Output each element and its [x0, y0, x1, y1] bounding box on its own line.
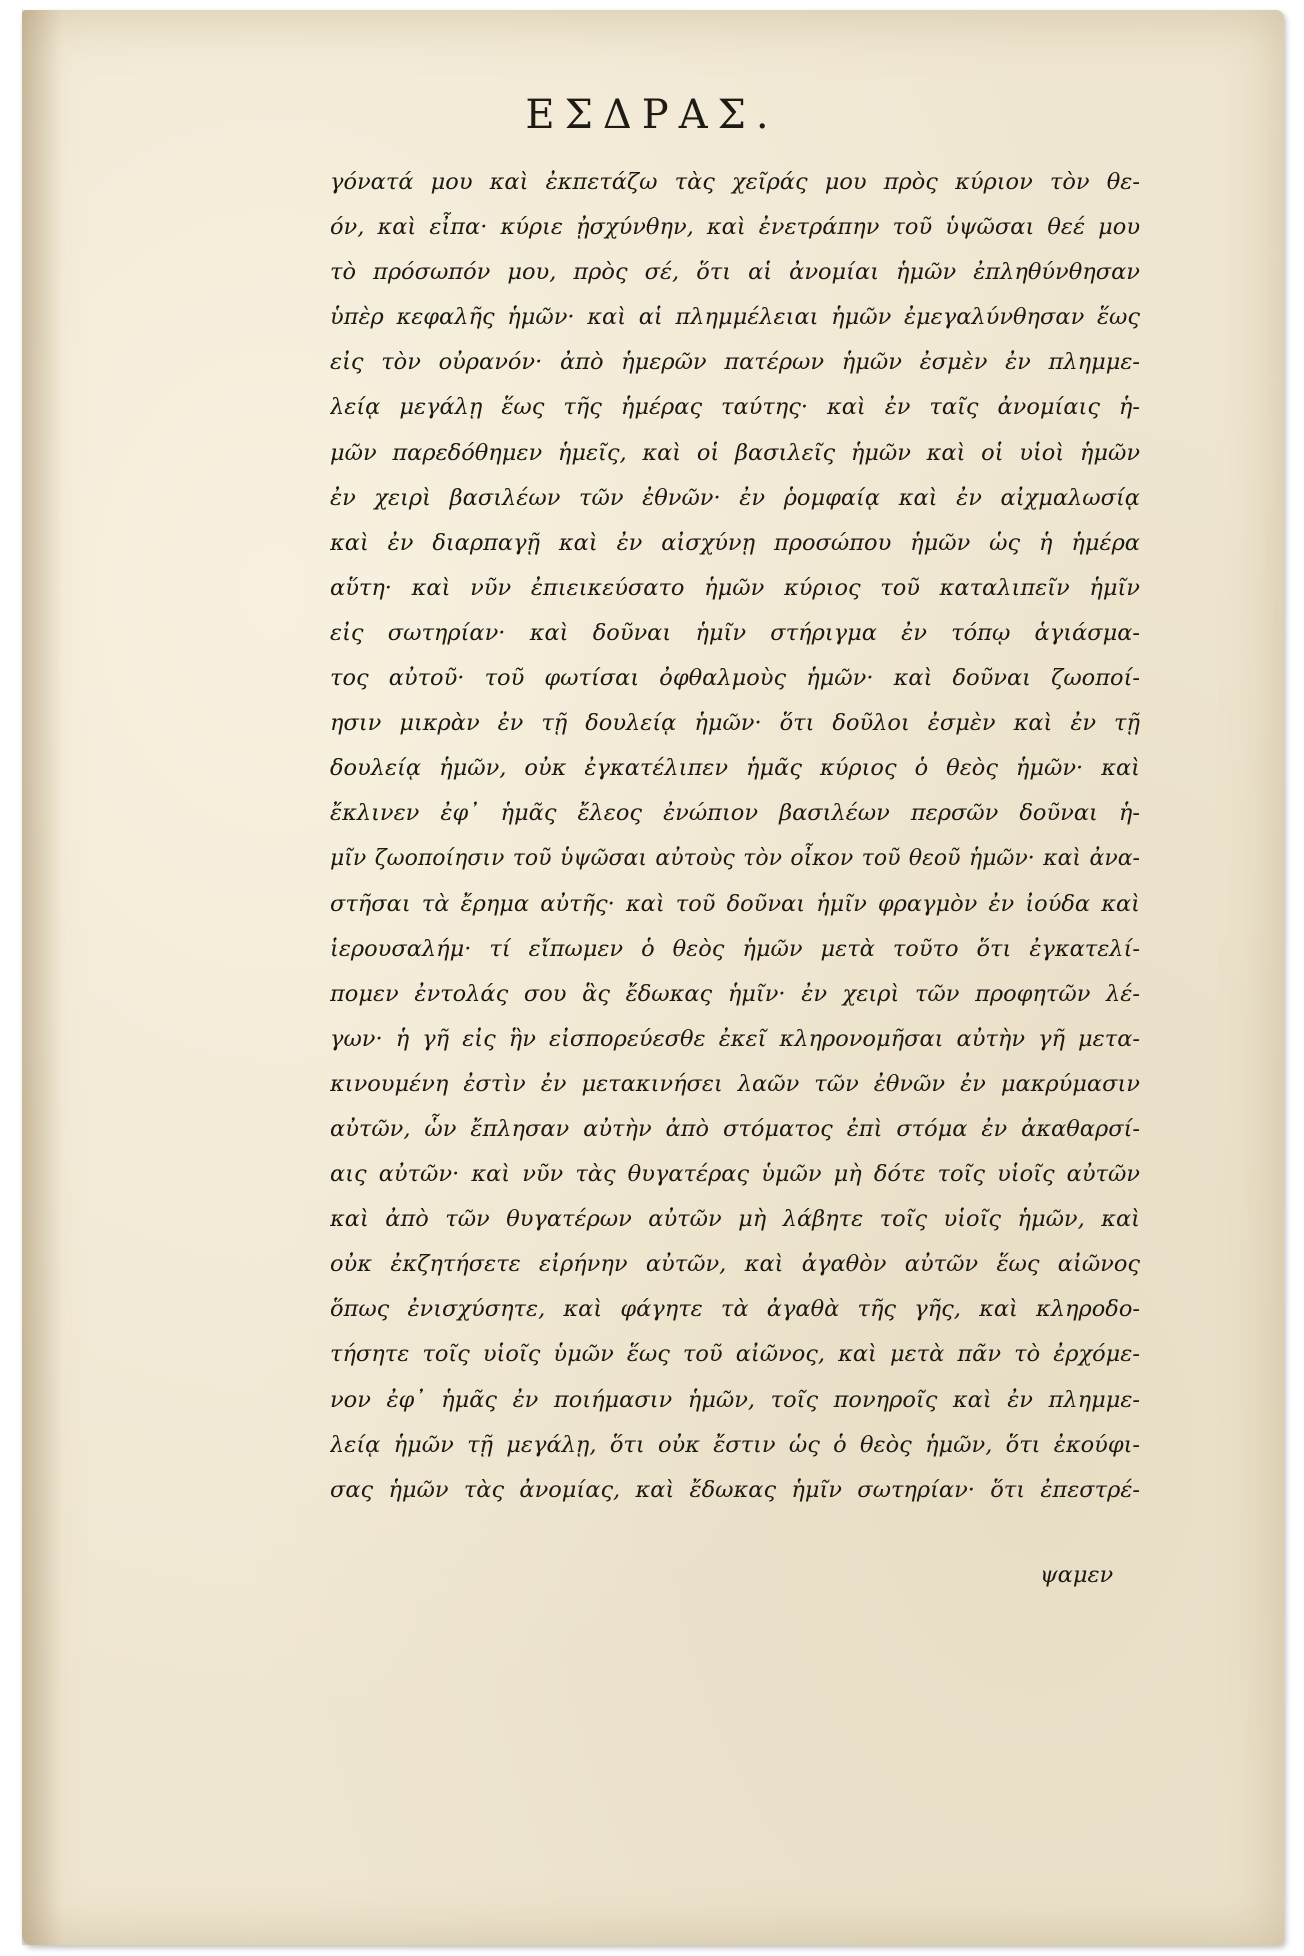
text-line: αὐτῶν, ὧν ἔπλησαν αὐτὴν ἀπὸ στόματος ἐπὶ στόμα ἐν ἀκαθαρσί- — [330, 1115, 1140, 1142]
text-line: εἰς τὸν οὐρανόν· ἀπὸ ἡμερῶν πατέρων ἡμῶν ἐσμὲν ἐν πλημμε- — [330, 349, 1140, 376]
text-line: εἰς σωτηρίαν· καὶ δοῦναι ἡμῖν στήριγμα ἐν τόπῳ ἁγιάσμα- — [330, 619, 1140, 646]
text-line: γων· ἡ γῆ εἰς ἣν εἰσπορεύεσθε ἐκεῖ κληρονομῆσαι αὐτὴν γῆ μετα- — [330, 1025, 1140, 1052]
text-line: νον ἐφ᾽ ἡμᾶς ἐν ποιήμασιν ἡμῶν, τοῖς πονηροῖς καὶ ἐν πλημμε- — [330, 1386, 1140, 1413]
text-line: γόνατά μου καὶ ἐκπετάζω τὰς χεῖράς μου πρὸς κύριον τὸν θε- — [330, 169, 1140, 195]
text-line: ὅπως ἐνισχύσητε, καὶ φάγητε τὰ ἀγαθὰ τῆς γῆς, καὶ κληροδο- — [330, 1296, 1140, 1323]
text-line: λείᾳ μεγάλῃ ἕως τῆς ἡμέρας ταύτης· καὶ ἐν ταῖς ἀνομίαις ἡ- — [330, 394, 1140, 421]
text-line: ησιν μικρὰν ἐν τῇ δουλείᾳ ἡμῶν· ὅτι δοῦλοι ἐσμὲν καὶ ἐν τῇ — [330, 710, 1140, 737]
text-line: τὸ πρόσωπόν μου, πρὸς σέ, ὅτι αἱ ἀνομίαι ἡμῶν ἐπληθύνθησαν — [330, 259, 1140, 286]
text-line: ἱερουσαλήμ· τί εἴπωμεν ὁ θεὸς ἡμῶν μετὰ τοῦτο ὅτι ἐγκατελί- — [330, 935, 1140, 962]
text-line: μῶν παρεδόθημεν ἡμεῖς, καὶ οἱ βασιλεῖς ἡμῶν καὶ οἱ υἱοὶ ἡμῶν — [330, 439, 1140, 466]
text-line: τος αὐτοῦ· τοῦ φωτίσαι ὀφθαλμοὺς ἡμῶν· καὶ δοῦναι ζωοποί- — [330, 665, 1140, 692]
text-line: καὶ ἀπὸ τῶν θυγατέρων αὐτῶν μὴ λάβητε τοῖς υἱοῖς ἡμῶν, καὶ — [330, 1206, 1140, 1233]
text-line: οὐκ ἐκζητήσετε εἰρήνην αὐτῶν, καὶ ἀγαθὸν αὐτῶν ἕως αἰῶνος — [330, 1251, 1140, 1278]
text-line: λείᾳ ἡμῶν τῇ μεγάλῃ, ὅτι οὐκ ἔστιν ὡς ὁ θεὸς ἡμῶν, ὅτι ἐκούφι- — [330, 1431, 1140, 1458]
text-line: σας ἡμῶν τὰς ἀνομίας, καὶ ἔδωκας ἡμῖν σωτηρίαν· ὅτι ἐπεστρέ- — [330, 1476, 1140, 1503]
text-line: κινουμένη ἐστὶν ἐν μετακινήσει λαῶν τῶν ἐθνῶν ἐν μακρύμασιν — [330, 1070, 1140, 1097]
text-line: καὶ ἐν διαρπαγῇ καὶ ἐν αἰσχύνῃ προσώπου ἡμῶν ὡς ἡ ἡμέρα — [330, 529, 1140, 556]
text-line: στῆσαι τὰ ἔρημα αὐτῆς· καὶ τοῦ δοῦναι ἡμῖν φραγμὸν ἐν ἰούδα καὶ — [330, 890, 1140, 917]
catchword: ψαμεν — [1040, 1562, 1114, 1588]
text-line: αις αὐτῶν· καὶ νῦν τὰς θυγατέρας ὑμῶν μὴ δότε τοῖς υἱοῖς αὐτῶν — [330, 1161, 1140, 1188]
text-line: ἐν χειρὶ βασιλέων τῶν ἐθνῶν· ἐν ῥομφαίᾳ καὶ ἐν αἰχμαλωσίᾳ — [330, 484, 1140, 511]
text-line: πομεν ἐντολάς σου ἃς ἔδωκας ἡμῖν· ἐν χειρὶ τῶν προφητῶν λέ- — [330, 980, 1140, 1007]
text-line: τήσητε τοῖς υἱοῖς ὑμῶν ἕως τοῦ αἰῶνος, καὶ μετὰ πᾶν τὸ ἐρχόμε- — [330, 1341, 1140, 1368]
text-block — [330, 160, 1140, 1513]
text-line: ἔκλινεν ἐφ᾽ ἡμᾶς ἔλεος ἐνώπιον βασιλέων περσῶν δοῦναι ἡ- — [330, 800, 1140, 827]
running-head: ΕΣΔΡΑΣ. — [525, 92, 779, 138]
text-line: ὑπὲρ κεφαλῆς ἡμῶν· καὶ αἱ πλημμέλειαι ἡμῶν ἐμεγαλύνθησαν ἕως — [330, 304, 1140, 331]
text-line: μῖν ζωοποίησιν τοῦ ὑψῶσαι αὐτοὺς τὸν οἶκον τοῦ θεοῦ ἡμῶν· καὶ ἀνα- — [330, 846, 1140, 872]
text-line: δουλείᾳ ἡμῶν, οὐκ ἐγκατέλιπεν ἡμᾶς κύριος ὁ θεὸς ἡμῶν· καὶ — [330, 755, 1140, 782]
text-line: αὕτη· καὶ νῦν ἐπιεικεύσατο ἡμῶν κύριος τοῦ καταλιπεῖν ἡμῖν — [330, 574, 1140, 601]
text-line: όν, καὶ εἶπα· κύριε ᾐσχύνθην, καὶ ἐνετράπην τοῦ ὑψῶσαι θεέ μου — [330, 214, 1140, 241]
